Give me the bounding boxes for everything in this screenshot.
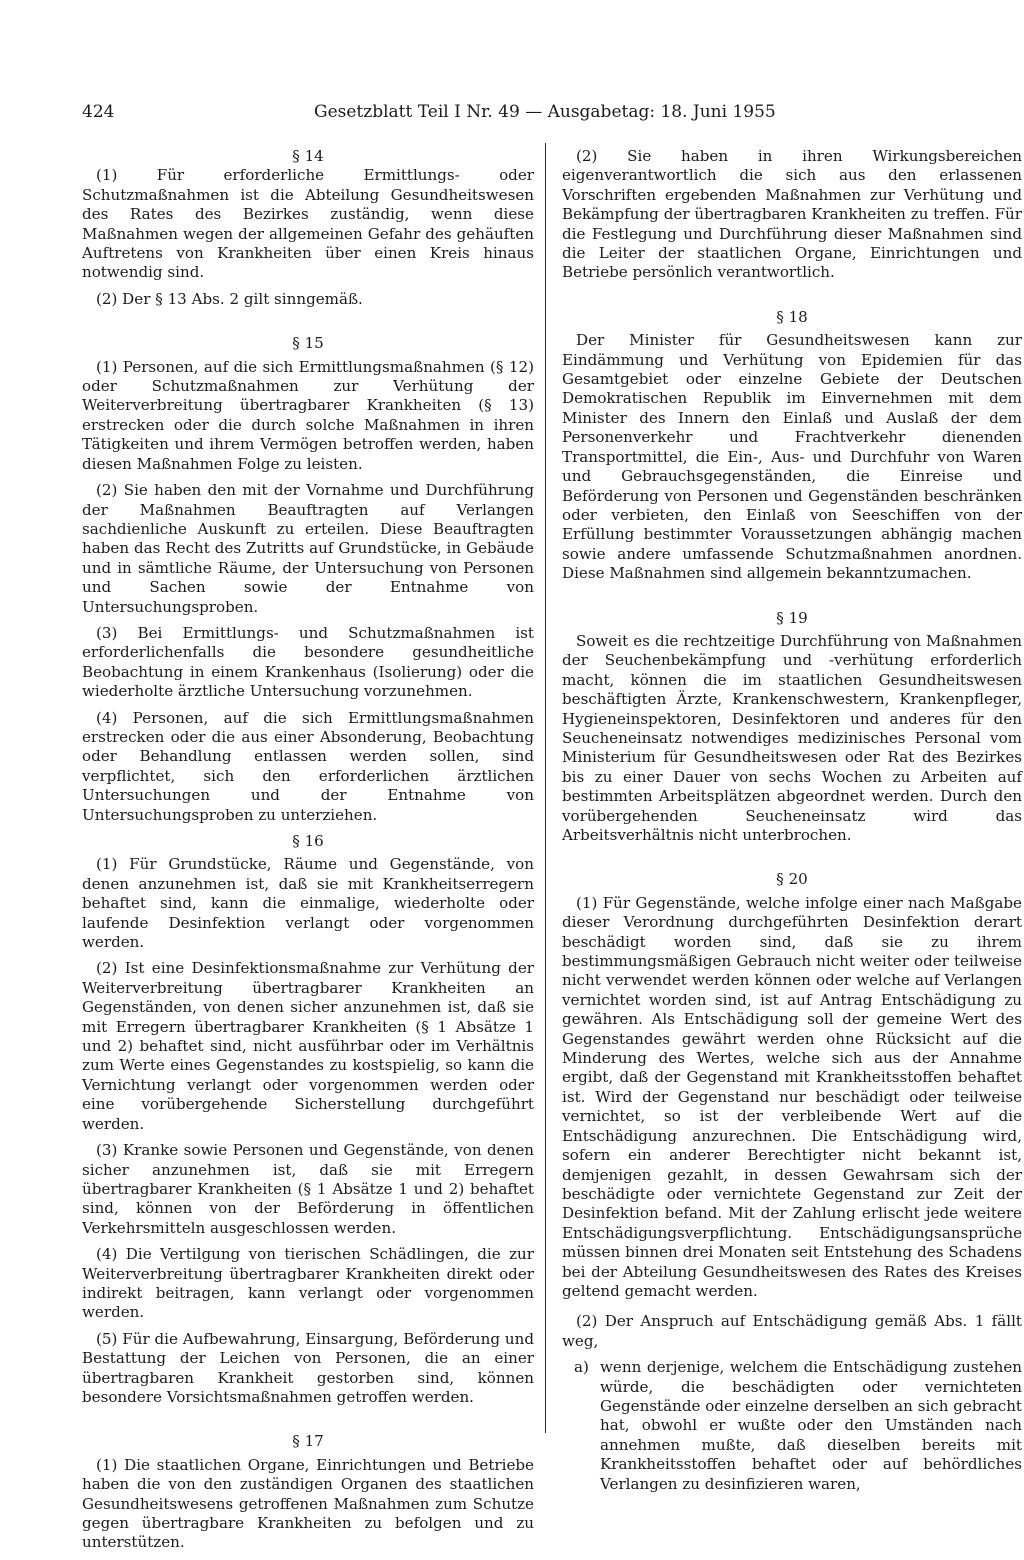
page-number: 424 [82, 102, 115, 122]
section-heading: § 20 [776, 870, 808, 889]
page-header [82, 102, 802, 128]
right-column [562, 147, 1022, 1494]
section-18 [562, 308, 1022, 584]
section-16 [82, 832, 534, 1407]
section-heading: § 15 [292, 334, 324, 353]
paragraph: (2) Der § 13 Abs. 2 gilt sinngemäß. [96, 289, 363, 308]
section-19 [562, 609, 1022, 846]
section-heading: § 19 [776, 608, 808, 627]
paragraph: (4) Die Vertilgung von tierischen Schädlingen, die zur Weiterverbreitung übertragbarer Krankheiten direkt oder indirekt beitragen, kann verlangt oder vorgenommen werden. [82, 1245, 534, 1322]
paragraph: (2) Der Anspruch auf Entschädigung gemäß Abs. 1 fällt weg, [562, 1312, 1022, 1350]
paragraph: (1) Die staatlichen Organe, Einrichtungen und Betriebe haben die von den zuständigen Organen des staatlichen Gesundheitswesens getroffenen Maßnahmen zum Schutze gegen übertragbare Krankheiten zu befolgen und zu unterstützen. [82, 1455, 534, 1552]
paragraph: (1) Für Gegenstände, welche infolge einer nach Maßgabe dieser Verordnung durchgeführten Desinfektion derart beschädigt worden sind, daß sie zu ihrem bestimmungsmäßigen Gebrauch nicht weiter oder teilweise nicht verwendet werden können oder welche auf Verlangen vernichtet worden sind, ist auf Antrag Entschädigung zu gewähren. Als Entschädigung soll der gemeine Wert des Gegenstandes gewährt werden ohne Rücksicht auf die Minderung des Wertes, welche sich aus der Annahme ergibt, daß der Gegenstand mit Krankheitsstoffen behaftet ist. Wird der Gegenstand nur beschädigt oder teilweise vernichtet, so ist der verbleibende Wert auf die Entschädigung anzurechnen. Die Entschädigung wird, sofern ein anderer Berechtigter nicht bekannt ist, demjenigen gezahlt, in dessen Gewahrsam sich der beschädigte oder vernichtete Gegenstand zur Zeit der Desinfektion befand. Mit der Zahlung erlischt jede weitere Entschädigungsverpflichtung. Entschädigungsansprüche müssen binnen drei Monaten seit Entstehung des Schadens bei der Abteilung Gesundheitswesen des Rates des Kreises geltend gemacht werden. [562, 893, 1022, 1300]
paragraph: (1) Für erforderliche Ermittlungs- oder Schutzmaßnahmen ist die Abteilung Gesundheitswesen des Rates des Bezirkes zuständig, wenn diese Maßnahmen wegen der allgemeinen Gefahr des gehäuften Auftretens von Krankheiten über einen Kreis hinaus notwendig sind. [82, 166, 534, 282]
section-15 [82, 334, 534, 825]
column-divider [545, 143, 546, 1433]
paragraph: (5) Für die Aufbewahrung, Einsargung, Beförderung und Bestattung der Leichen von Personen, die an einer übertragbaren Krankheit gestorben sind, können besondere Vorsichtsmaßnahmen getroffen werden. [82, 1329, 534, 1406]
paragraph: Der Minister für Gesundheitswesen kann zur Eindämmung und Verhütung von Epidemien für das Gesamtgebiet oder einzelne Gebiete der Deutschen Demokratischen Republik im Einvernehmen mit dem Minister des Innern den Einlaß und Auslaß der dem Personenverkehr und Frachtverkehr dienenden Transportmittel, die Ein-, Aus- und Durchfuhr von Waren und Gebrauchsgegenständen, die Einreise und Beförderung von Personen und Gegenständen beschränken oder verbieten, den Einlaß von Seeschiffen von der Erfüllung bestimmter Voraussetzungen abhängig machen sowie andere umfassende Schutzmaßnahmen anordnen. Diese Maßnahmen sind allgemein bekanntzumachen. [562, 331, 1022, 583]
paragraph: Soweit es die rechtzeitige Durchführung von Maßnahmen der Seuchenbekämpfung und -verhütung erforderlich macht, können die im staatlichen Gesundheitswesen beschäftigten Ärzte, Krankenschwestern, Krankenpfleger, Hygieneinspektoren, Desinfektoren und anderes für den Seucheneinsatz notwendiges medizinisches Personal vom Ministerium für Gesundheitswesen oder Rat des Bezirkes bis zu einer Dauer von sechs Wochen zu Arbeiten auf bestimmten Arbeitsplätzen abgeordnet werden. Durch den vorübergehenden Seucheneinsatz wird das Arbeitsverhältnis nicht unterbrochen. [562, 631, 1022, 844]
paragraph: (2) Ist eine Desinfektionsmaßnahme zur Verhütung der Weiterverbreitung übertragbarer Krankheiten an Gegenständen, von denen sicher anzunehmen ist, daß sie mit Erregern übertragbarer Krankheiten (§ 1 Absätze 1 und 2) behaftet sind, nicht ausführbar oder im Verhältnis zum Werte eines Gegenstandes zu kostspielig, so kann die Vernichtung verlangt oder vorgenommen werden oder eine vorübergehende Sicherstellung durchgeführt werden. [82, 959, 534, 1133]
section-heading: § 18 [776, 307, 808, 326]
section-heading: § 14 [292, 147, 324, 165]
paragraph: (4) Personen, auf die sich Ermittlungsmaßnahmen erstrecken oder die aus einer Absonderung, Beobachtung oder Behandlung entlassen werden sollen, sind verpflichtet, sich den erforderlichen ärztlichen Untersuchungen und der Entnahme von Untersuchungsproben zu unterziehen. [82, 708, 534, 824]
paragraph: (1) Für Grundstücke, Räume und Gegenstände, von denen anzunehmen ist, daß sie mit Krankheitserregern behaftet sind, kann die einmalige, wiederholte oder laufende Desinfektion verlangt oder vorgenommen werden. [82, 855, 534, 952]
section-heading: § 17 [292, 1432, 324, 1451]
section-17-continued [562, 147, 1022, 283]
list-item-marker: a) [574, 1358, 589, 1377]
paragraph: (3) Kranke sowie Personen und Gegenstände, von denen sicher anzunehmen ist, daß sie mit Erregern übertragbarer Krankheiten (§ 1 Absätze 1 und 2) behaftet sind, können von der Beförderung in öffentlichen Verkehrsmitteln ausgeschlossen werden. [82, 1141, 534, 1237]
list-item [574, 1358, 1022, 1494]
paragraph: (1) Personen, auf die sich Ermittlungsmaßnahmen (§ 12) oder Schutzmaßnahmen zur Verhütung der Weiterverbreitung übertragbarer Krankheiten (§ 13) erstrecken oder die durch solche Maßnahmen in ihren Tätigkeiten und ihrem Vermögen betroffen werden, haben diesen Maßnahmen Folge zu leisten. [82, 357, 534, 473]
section-14 [82, 147, 534, 309]
section-20 [562, 870, 1022, 1494]
running-title: Gesetzblatt Teil I Nr. 49 — Ausgabetag: 18. Juni 1955 [314, 102, 776, 122]
paragraph: (2) Sie haben den mit der Vornahme und Durchführung der Maßnahmen Beauftragten auf Verlangen sachdienliche Auskunft zu erteilen. Diese Beauftragten haben das Recht des Zutritts auf Grundstücke, in Gebäude und in sämtliche Räume, der Untersuchung von Personen und Sachen sowie der Entnahme von Untersuchungsproben. [82, 481, 534, 616]
section-heading: § 16 [292, 832, 324, 850]
section-17 [82, 1432, 534, 1552]
left-column [82, 147, 534, 1560]
list-item-text: wenn derjenige, welchem die Entschädigung zustehen würde, die beschädigten oder vernichteten Gegenstände oder einzelne derselben an sich gebracht hat, obwohl er wußte oder den Umständen nach annehmen mußte, daß dieselben bereits mit Krankheitsstoffen behaftet oder auf behördliches Verlangen zu desinfizieren waren, [600, 1358, 1022, 1493]
paragraph: (2) Sie haben in ihren Wirkungsbereichen eigenverantwortlich die sich aus den erlassenen Vorschriften ergebenden Maßnahmen zur Verhütung und Bekämpfung der übertragbaren Krankheiten zu treffen. Für die Festlegung und Durchführung dieser Maßnahmen sind die Leiter der staatlichen Organe, Einrichtungen und Betriebe persönlich verantwortlich. [562, 147, 1022, 282]
paragraph: (3) Bei Ermittlungs- und Schutzmaßnahmen ist erforderlichenfalls die besondere gesundheitliche Beobachtung in einem Krankenhaus (Isolierung) oder die wiederholte ärztliche Untersuchung vorzunehmen. [82, 623, 534, 701]
